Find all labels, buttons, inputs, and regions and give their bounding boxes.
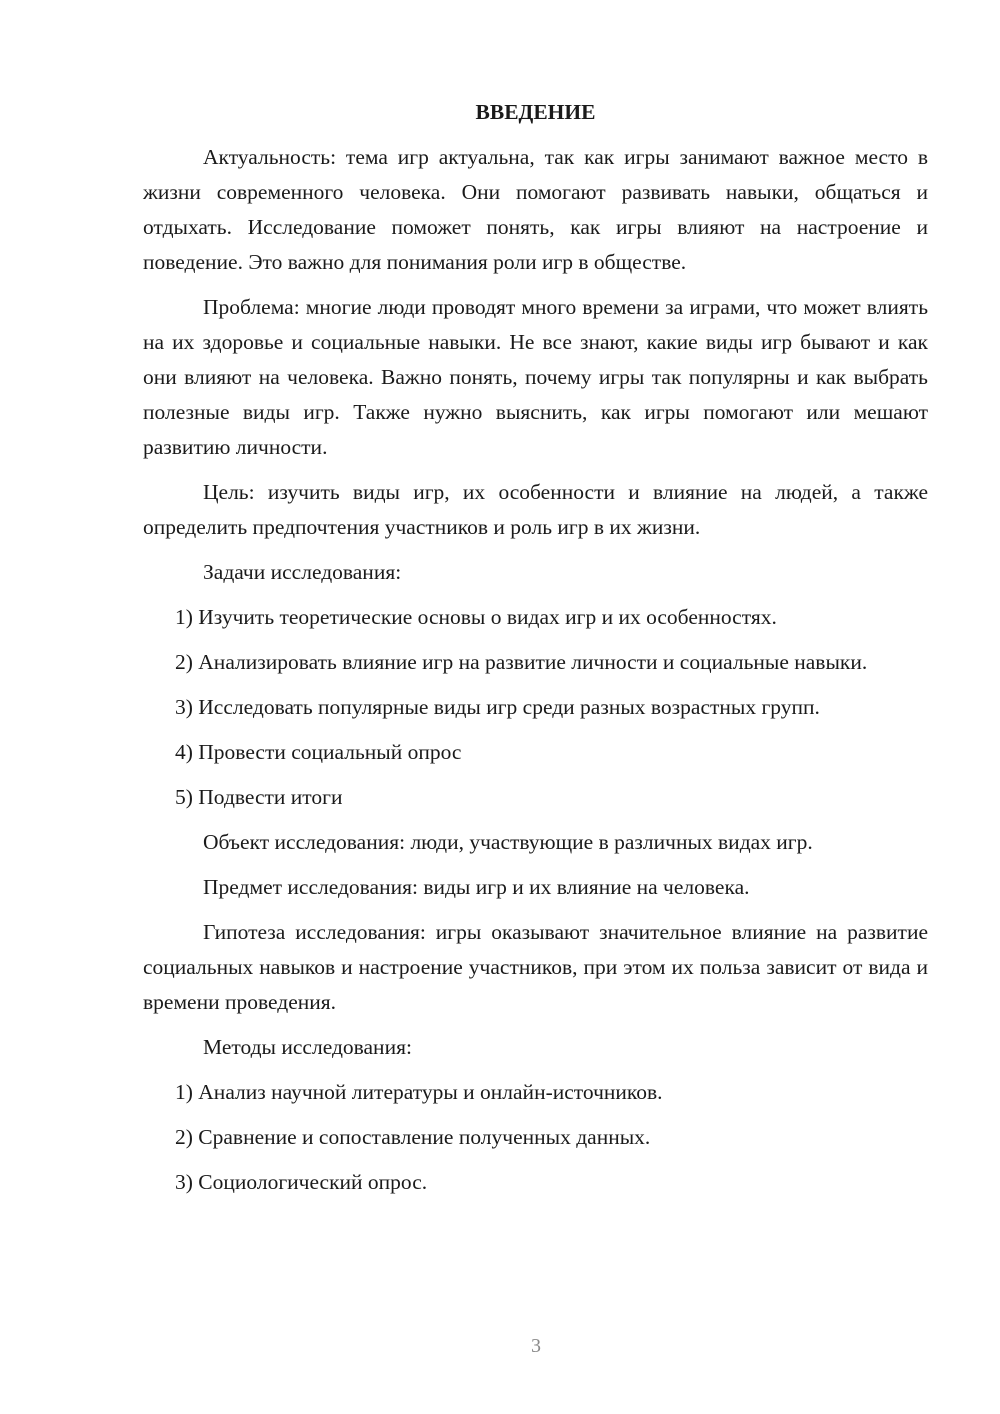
task-item: 2) Анализировать влияние игр на развитие личности и социальные навыки. [175,650,868,674]
methods-heading: Методы исследования: [203,1035,412,1059]
relevance-paragraph: Актуальность: тема игр актуальна, так как игры занимают важное место в жизни современного человека. Они помогают развивать навыки, общаться и отдыхать. Исследование поможет понять, как игры влияют на настроение и поведение. Это важно для понимания роли игр в обществе. [143,145,928,274]
page-number: 3 [531,1335,541,1357]
task-item: 5) Подвести итоги [175,785,343,809]
method-item: 3) Социологический опрос. [175,1170,428,1194]
hypothesis-paragraph: Гипотеза исследования: игры оказывают значительное влияние на развитие социальных навыков и настроение участников, при этом их польза зависит от вида и времени проведения. [143,920,928,1014]
tasks-heading: Задачи исследования: [203,560,402,584]
goal-paragraph: Цель: изучить виды игр, их особенности и влияние на людей, а также определить предпочтения участников и роль игр в их жизни. [143,480,928,539]
task-item: 3) Исследовать популярные виды игр среди разных возрастных групп. [175,695,820,719]
method-item: 2) Сравнение и сопоставление полученных данных. [175,1125,651,1149]
problem-paragraph: Проблема: многие люди проводят много времени за играми, что может влиять на их здоровье и социальные навыки. Не все знают, какие виды игр бывают и как они влияют на человека. Важно понять, почему игры так популярны и как выбрать полезные виды игр. Также нужно выяснить, как игры помогают или мешают развитию личности. [143,295,928,459]
page-content [143,95,928,1210]
page-title: ВВЕДЕНИЕ [475,100,596,124]
method-item: 1) Анализ научной литературы и онлайн-источников. [175,1080,663,1104]
task-item: 1) Изучить теоретические основы о видах игр и их особенностях. [175,605,777,629]
subject-paragraph: Предмет исследования: виды игр и их влияние на человека. [203,875,750,899]
task-item: 4) Провести социальный опрос [175,740,462,764]
object-paragraph: Объект исследования: люди, участвующие в различных видах игр. [203,830,813,854]
